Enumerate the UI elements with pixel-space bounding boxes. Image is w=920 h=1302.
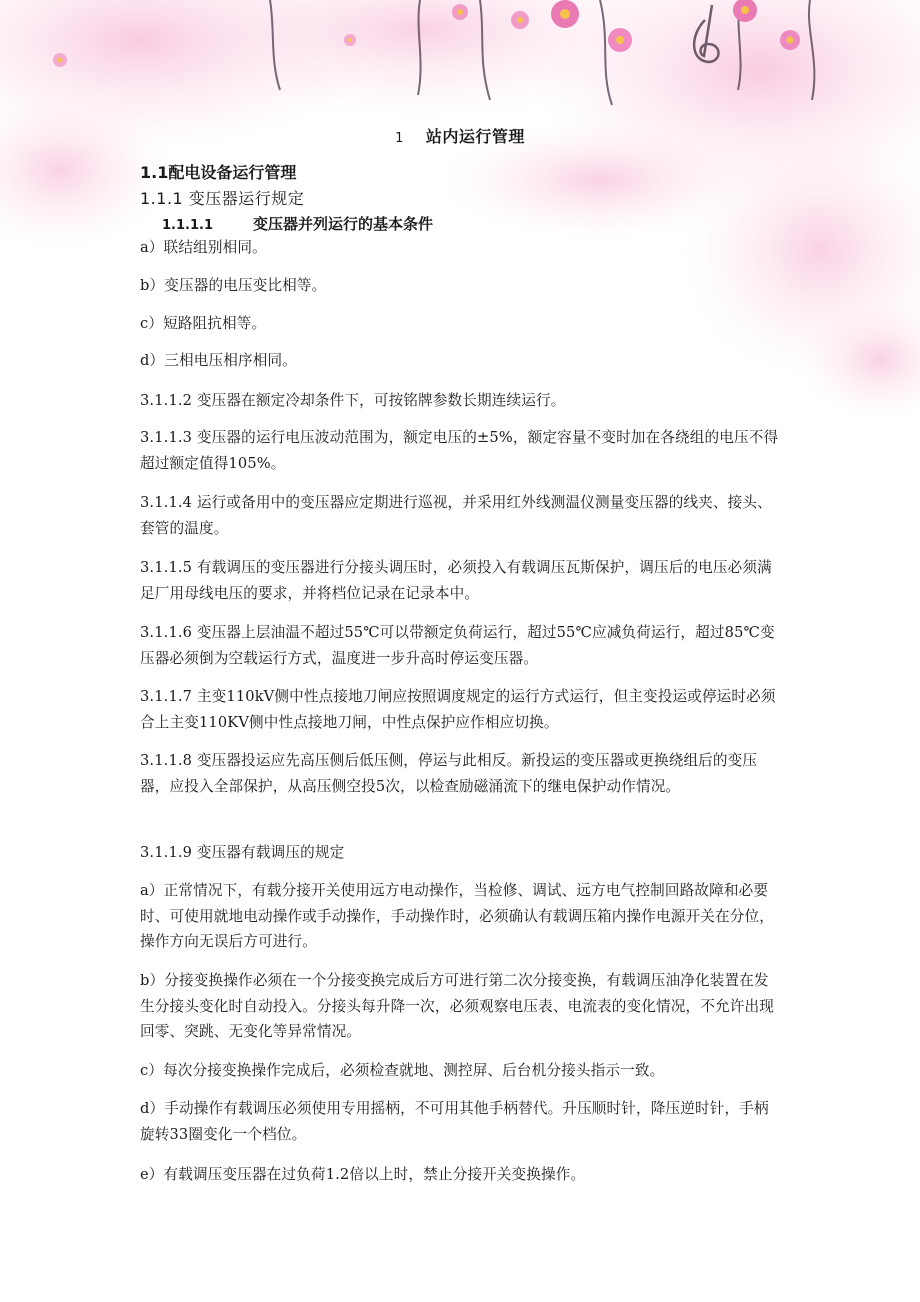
paragraph: c）短路阻抗相等。 [140,315,267,332]
subsubsection-heading [162,213,433,234]
paragraph: 3.1.1.8 变压器投运应先高压侧后低压侧，停运与此相反。新投运的变压器或更换绕组后的变压器，应投入全部保护，从高压侧空投5次，以检查励磁涌流下的继电保护动作情况。 [140,752,758,795]
paragraph: d）手动操作有载调压必须使用专用摇柄，不可用其他手柄替代。升压顺时针，降压逆时针，手柄旋转33圈变化一个档位。 [140,1100,769,1143]
title-number: 1 [395,131,404,146]
paragraph: d）三相电压相序相同。 [140,352,297,369]
paragraph: 3.1.1.6 变压器上层油温不超过55℃可以带额定负荷运行，超过55℃应减负荷运行，超过85℃变压器必须倒为空载运行方式，温度进一步升高时停运变压器。 [140,624,775,667]
paragraph: a）正常情况下，有载分接开关使用远方电动操作，当检修、调试、远方电气控制回路故障和必要时、可使用就地电动操作或手动操作，手动操作时，必须确认有载调压箱内操作电源开关在分位，操作方向无误后方可进行。 [140,882,774,950]
paragraph: a）联结组别相同。 [140,239,267,256]
paragraph: 3.1.1.4 运行或备用中的变压器应定期进行巡视，并采用红外线测温仪测量变压器的线夹、接头、套管的温度。 [140,494,772,537]
subsubsection-title: 变压器并列运行的基本条件 [253,215,434,233]
subsection-heading: 1.1.1 变压器运行规定 [140,189,305,208]
paragraph: 3.1.1.3 变压器的运行电压波动范围为，额定电压的±5%，额定容量不变时加在各绕组的电压不得超过额定值得105%。 [140,429,779,472]
paragraph: 3.1.1.5 有载调压的变压器进行分接头调压时，必须投入有载调压瓦斯保护，调压后的电压必须满足厂用母线电压的要求，并将档位记录在记录本中。 [140,559,772,602]
paragraph: b）变压器的电压变比相等。 [140,277,327,294]
paragraph: 3.1.1.7 主变110kV侧中性点接地刀闸应按照调度规定的运行方式运行，但主变投运或停运时必须合上主变110KV侧中性点接地刀闸，中性点保护应作相应切换。 [140,688,776,731]
paragraph: e）有载调压变压器在过负荷1.2倍以上时，禁止分接开关变换操作。 [140,1166,586,1183]
paragraph: 3.1.1.2 变压器在额定冷却条件下，可按铭牌参数长期连续运行。 [140,392,566,409]
subsubsection-number: 1.1.1.1 [162,218,213,233]
paragraph: b）分接变换操作必须在一个分接变换完成后方可进行第二次分接变换，有载调压油净化装置在发生分接头变化时自动投入。分接头每升降一次，必须观察电压表、电流表的变化情况，不允许出现回零、突跳、无变化等异常情况。 [140,972,774,1040]
paragraph: c）每次分接变换操作完成后，必须检查就地、测控屏、后台机分接头指示一致。 [140,1062,665,1079]
section-heading: 1.1配电设备运行管理 [140,163,297,182]
title-text: 站内运行管理 [425,127,525,146]
paragraph: 3.1.1.9 变压器有载调压的规定 [140,844,345,861]
page-title [0,124,920,147]
